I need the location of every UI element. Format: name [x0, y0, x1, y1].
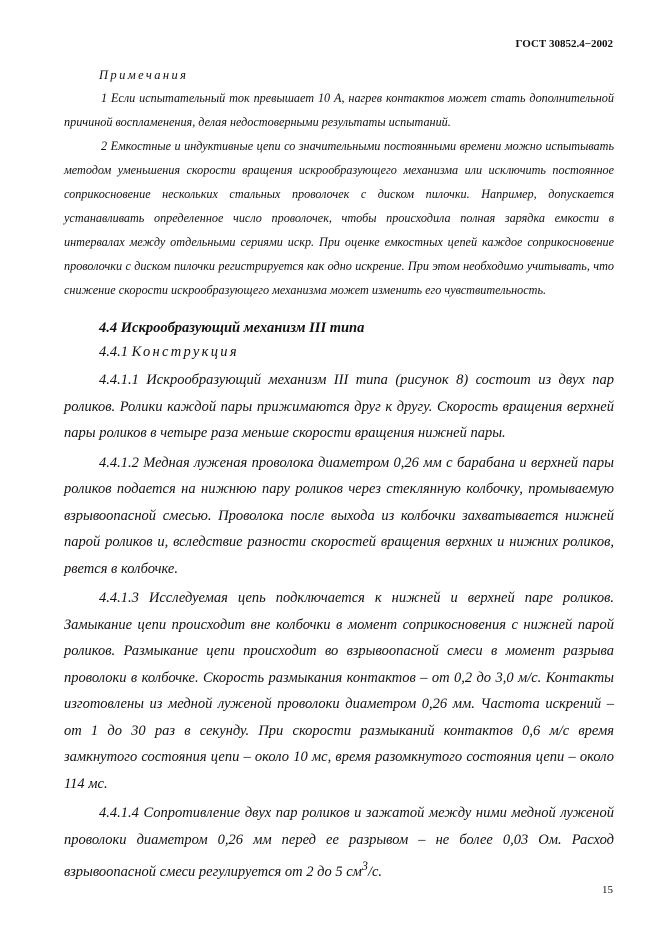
standard-number: ГОСТ 30852.4−2002 [515, 38, 613, 50]
section-title: 4.4 Искрообразующий механизм III типа [99, 320, 365, 336]
notes-heading: Примечания [99, 68, 189, 82]
note-item-2: 2 Емкостные и индуктивные цепи со значительными постоянными времени можно испытывать методом уменьшения скорости вращения искрообразующего механизма или исключить постоянное соприкосновение нескольких стальных проволочек с диском пилочки. Например, допускается устанавливать определенное число проволочек, чтобы происходила полная зарядка емкости в интервалах между отдельными сериями искр. При оценке емкостных цепей каждое соприкосновение проволочки с диском пилочки регистрируется как одно искрение. При этом необходимо учитывать, что снижение скорости искрообразующего механизма может изменить его чувствительность. [64, 139, 614, 297]
paragraph-4-4-1-4-text: 4.4.1.4 Сопротивление двух пар роликов и зажатой между ними медной луженой проволоки диаметром 0,26 мм перед ее разрывом – не более 0,03 Ом. Расход взрывоопасной смеси регулируется от 2 до 5 см [64, 805, 614, 880]
subsection-heading [99, 340, 614, 367]
paragraph-4-4-1-4 [64, 800, 614, 885]
notes-block [64, 64, 614, 302]
superscript-three: 3 [361, 859, 368, 873]
subsection-number: 4.4.1 [99, 344, 128, 360]
paragraph-4-4-1-1: 4.4.1.1 Искрообразующий механизм III типа (рисунок 8) состоит из двух пар роликов. Ролики каждой пары прижимаются друг к другу. Скорость вращения верхней пары роликов в четыре раза меньше скорости вращения нижней пары. [64, 372, 614, 441]
page-number: 15 [602, 884, 613, 896]
paragraph-4-4-1-2: 4.4.1.2 Медная луженая проволока диаметром 0,26 мм с барабана и верхней пары роликов подается на нижнюю пару роликов через стеклянную колбочку, промываемую взрывоопасной смесью. Проволока после выхода из колбочки захватывается нижней парой роликов и, вследствие разности скоростей вращения верхних и нижних роликов, рвется в колбочке. [64, 454, 614, 577]
note-item-1: 1 Если испытательный ток превышает 10 А, нагрев контактов может стать дополнительной причиной воспламенения, делая недостоверными результаты испытаний. [64, 91, 614, 129]
paragraph-4-4-1-3: 4.4.1.3 Исследуемая цепь подключается к нижней и верхней паре роликов. Замыкание цепи происходит вне колбочки в момент соприкосновения с нижней парой роликов. Размыкание цепи происходит во взрывоопасной смеси в момент разрыва проволоки в колбочке. Скорость размыкания контактов – от 0,2 до 3,0 м/с. Контакты изготовлены из медной луженой проволоки диаметром 0,26 мм. Частота искрений – от 1 до 30 раз в секунду. При скорости размыканий контактов 0,6 м/с время замкнутого состояния цепи – около 10 мс, время разомкнутого состояния цепи – около 114 мс. [64, 590, 614, 792]
subsection-title: Конструкция [131, 344, 239, 360]
paragraph-4-4-1-4-suffix: /с. [367, 863, 383, 880]
section-body [64, 316, 614, 888]
